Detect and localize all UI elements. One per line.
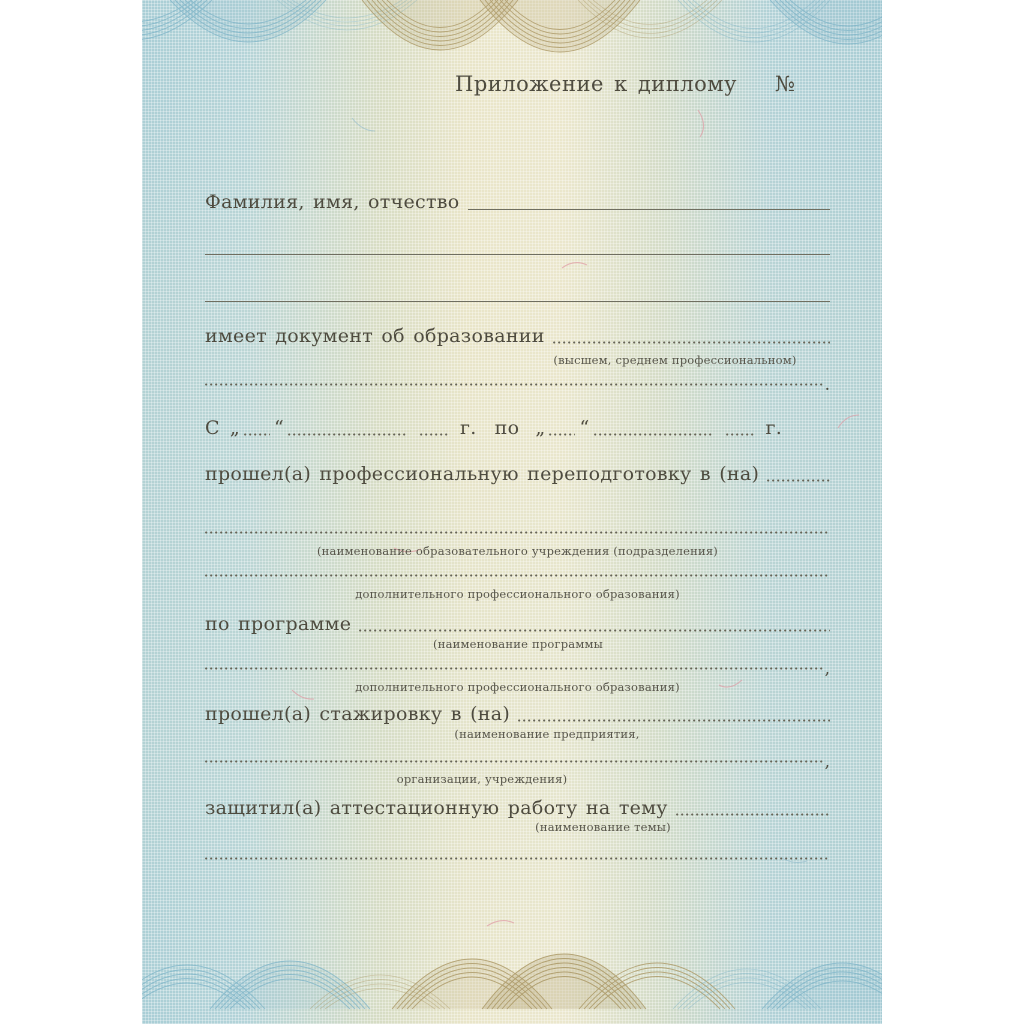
program-caption-2: дополнительного профессионального образования) bbox=[355, 680, 680, 694]
internship-caption-1: (наименование предприятия, bbox=[454, 727, 640, 741]
bottom-guilloche-band bbox=[142, 904, 882, 1024]
period-year-label-2: г. bbox=[765, 417, 783, 439]
thesis-fill-line bbox=[676, 813, 830, 816]
top-guilloche-band bbox=[142, 0, 882, 118]
institution-fill-line-1 bbox=[205, 531, 830, 534]
education-label: имеет документ об образовании bbox=[205, 325, 545, 347]
diploma-supplement-form bbox=[142, 0, 882, 1024]
program-label: по программе bbox=[205, 613, 352, 635]
program-row bbox=[205, 614, 830, 636]
education-fill-row-2 bbox=[205, 372, 830, 395]
program-caption-1: (наименование программы bbox=[433, 637, 603, 651]
thesis-caption: (наименование темы) bbox=[535, 820, 671, 834]
program-fill-line-2 bbox=[205, 667, 823, 670]
retraining-row bbox=[205, 464, 830, 486]
page-title: Приложение к диплому bbox=[455, 72, 737, 96]
institution-caption-2: дополнительного профессионального образования) bbox=[355, 587, 680, 601]
open-quote-1: „ bbox=[229, 417, 240, 439]
period-year-fill-2 bbox=[726, 433, 756, 436]
period-row bbox=[205, 418, 830, 440]
program-fill-row-2 bbox=[205, 656, 830, 679]
institution-fill-row-2 bbox=[205, 563, 830, 581]
period-month-fill-1 bbox=[288, 433, 406, 436]
close-quote-2: “ bbox=[579, 417, 590, 439]
education-line-end: . bbox=[824, 375, 830, 395]
name-fill-line-3 bbox=[205, 301, 830, 302]
retraining-fill-line bbox=[767, 479, 830, 482]
program-line-end: , bbox=[824, 659, 830, 679]
thesis-fill-row-2 bbox=[205, 846, 830, 864]
institution-fill-row-1 bbox=[205, 520, 830, 538]
period-to-label: по bbox=[494, 417, 520, 439]
name-row bbox=[205, 192, 830, 214]
retraining-label: прошел(а) профессиональную переподготовку в (на) bbox=[205, 463, 760, 485]
period-year-fill-1 bbox=[420, 433, 450, 436]
thesis-row bbox=[205, 798, 830, 820]
name-fill-line-2 bbox=[205, 254, 830, 255]
open-quote-2: „ bbox=[535, 417, 546, 439]
internship-caption-2: организации, учреждения) bbox=[396, 772, 568, 786]
document-header bbox=[455, 72, 795, 96]
internship-line-end: , bbox=[824, 752, 830, 772]
education-fill-line-2 bbox=[205, 383, 823, 386]
internship-row bbox=[205, 704, 830, 726]
internship-fill-row-2 bbox=[205, 749, 830, 772]
institution-fill-line-2 bbox=[205, 574, 830, 577]
internship-fill-line-2 bbox=[205, 760, 823, 763]
internship-fill-line bbox=[518, 719, 830, 722]
education-row bbox=[205, 326, 830, 348]
period-month-fill-2 bbox=[594, 433, 712, 436]
security-fibers bbox=[142, 0, 882, 1024]
internship-label: прошел(а) стажировку в (на) bbox=[205, 703, 511, 725]
program-fill-line bbox=[359, 629, 830, 632]
education-caption: (высшем, среднем профессиональном) bbox=[553, 353, 797, 367]
diploma-number-sign: № bbox=[774, 72, 795, 96]
period-day-fill-1 bbox=[244, 433, 270, 436]
period-year-label-1: г. bbox=[460, 417, 477, 439]
period-day-fill-2 bbox=[549, 433, 575, 436]
name-label: Фамилия, имя, отчество bbox=[205, 191, 460, 213]
institution-caption-1: (наименование образовательного учреждения (подразделения) bbox=[316, 544, 718, 558]
period-from-label: С bbox=[205, 417, 220, 439]
thesis-label: защитил(а) аттестационную работу на тему bbox=[205, 797, 668, 819]
close-quote-1: “ bbox=[274, 417, 285, 439]
thesis-fill-line-2 bbox=[205, 857, 830, 860]
education-fill-line bbox=[553, 341, 830, 344]
name-fill-line bbox=[468, 209, 831, 210]
